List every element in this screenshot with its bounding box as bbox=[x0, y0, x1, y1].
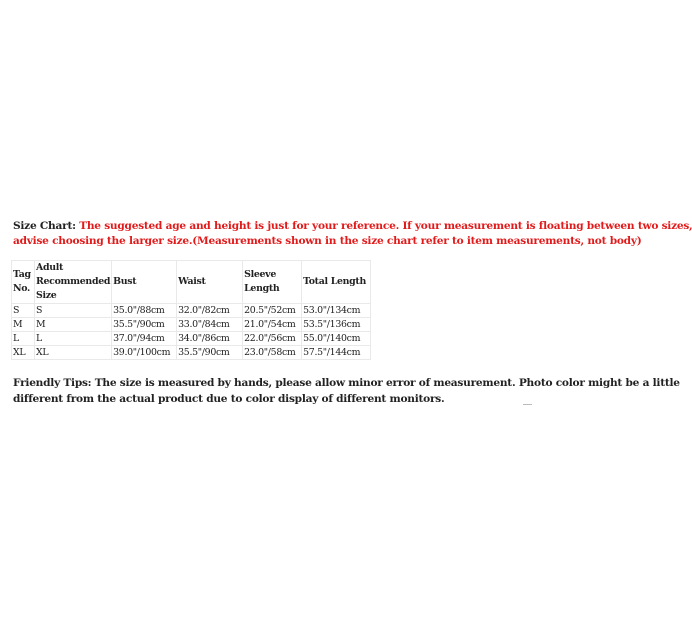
cell-tag: XL bbox=[12, 346, 35, 360]
size-table bbox=[11, 260, 371, 360]
cell-waist: 34.0"/86cm bbox=[177, 332, 243, 346]
cell-sleeve-length: 20.5"/52cm bbox=[243, 304, 302, 318]
header-bust: Bust bbox=[112, 261, 177, 304]
cell-adult-size: S bbox=[35, 304, 112, 318]
cell-adult-size: M bbox=[35, 318, 112, 332]
header-total-length: Total Length bbox=[302, 261, 371, 304]
size-chart-note bbox=[13, 219, 692, 249]
cell-total-length: 53.5"/136cm bbox=[302, 318, 371, 332]
friendly-tips-line1: Friendly Tips: The size is measured by hands, please allow minor error of measurement. Photo color might be a little bbox=[13, 377, 680, 389]
size-chart-note-text-1: The suggested age and height is just for your reference. If your measurement is floating between two sizes, bbox=[79, 220, 692, 232]
table-row bbox=[12, 346, 371, 360]
cell-adult-size: XL bbox=[35, 346, 112, 360]
cell-waist: 33.0"/84cm bbox=[177, 318, 243, 332]
cell-sleeve-length: 22.0"/56cm bbox=[243, 332, 302, 346]
header-adult-size: Adult Recommended Size bbox=[35, 261, 112, 304]
cell-sleeve-length: 21.0"/54cm bbox=[243, 318, 302, 332]
cell-waist: 35.5"/90cm bbox=[177, 346, 243, 360]
friendly-tips bbox=[13, 375, 680, 407]
table-row bbox=[12, 318, 371, 332]
decorative-dash bbox=[523, 404, 532, 405]
size-chart-note-line1 bbox=[13, 219, 692, 234]
header-sleeve-length: Sleeve Length bbox=[243, 261, 302, 304]
header-tag: Tag No. bbox=[12, 261, 35, 304]
table-row bbox=[12, 304, 371, 318]
size-table-header-row bbox=[12, 261, 371, 304]
table-row bbox=[12, 332, 371, 346]
size-chart-note-text-2: advise choosing the larger size.(Measurements shown in the size chart refer to item measurements, not body) bbox=[13, 235, 642, 247]
cell-tag: M bbox=[12, 318, 35, 332]
cell-sleeve-length: 23.0"/58cm bbox=[243, 346, 302, 360]
cell-bust: 39.0"/100cm bbox=[112, 346, 177, 360]
cell-bust: 35.5"/90cm bbox=[112, 318, 177, 332]
cell-total-length: 57.5"/144cm bbox=[302, 346, 371, 360]
cell-adult-size: L bbox=[35, 332, 112, 346]
friendly-tips-line2: different from the actual product due to color display of different monitors. bbox=[13, 393, 445, 405]
size-chart-label: Size Chart: bbox=[13, 220, 80, 232]
cell-total-length: 55.0"/140cm bbox=[302, 332, 371, 346]
cell-tag: L bbox=[12, 332, 35, 346]
cell-tag: S bbox=[12, 304, 35, 318]
cell-bust: 37.0"/94cm bbox=[112, 332, 177, 346]
header-waist: Waist bbox=[177, 261, 243, 304]
cell-waist: 32.0"/82cm bbox=[177, 304, 243, 318]
cell-bust: 35.0"/88cm bbox=[112, 304, 177, 318]
cell-total-length: 53.0"/134cm bbox=[302, 304, 371, 318]
